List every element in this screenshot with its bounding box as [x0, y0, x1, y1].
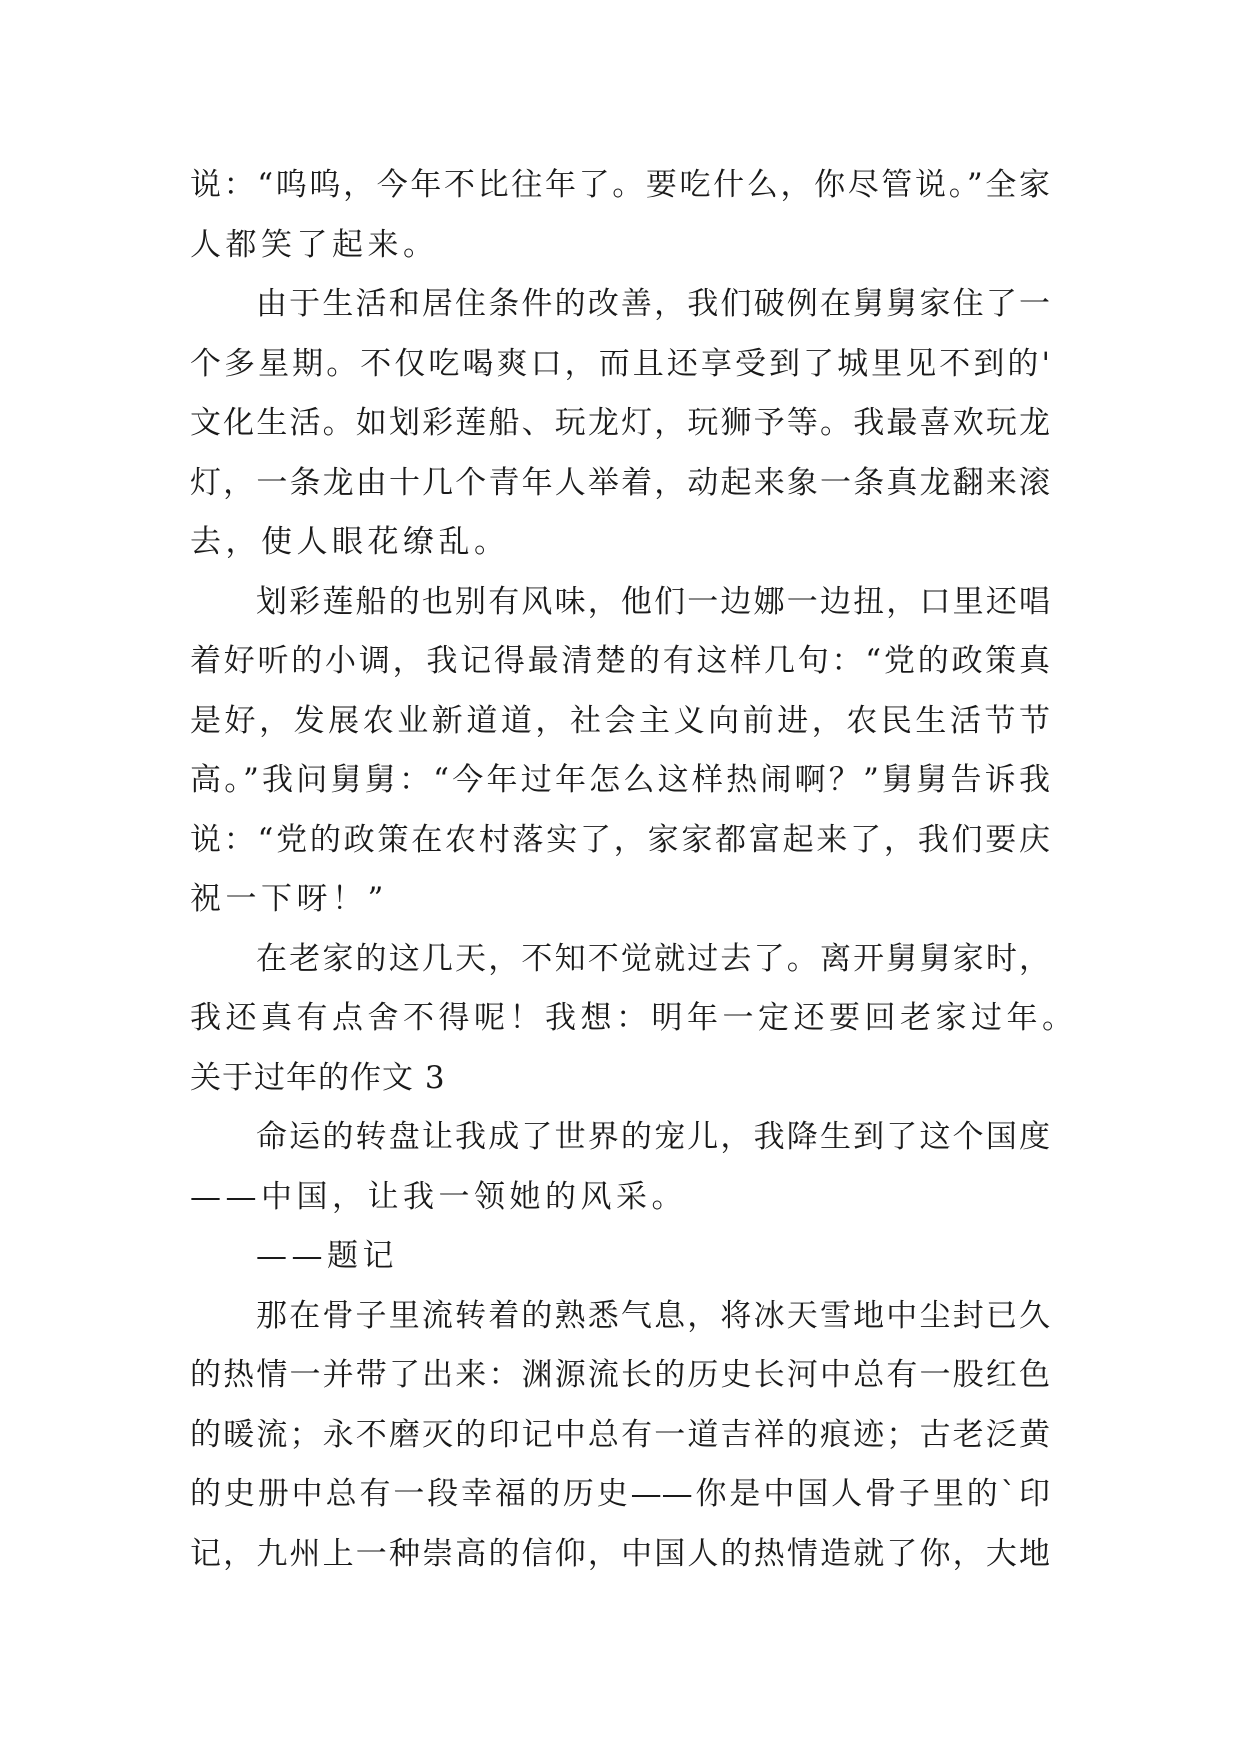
paragraph-start-line: 划彩莲船的也别有风味，他们一边娜一边扭，口里还唱 [256, 583, 1050, 620]
paragraph-start-line: 命运的转盘让我成了世界的宠儿，我降生到了这个国度 [256, 1119, 1050, 1155]
paragraph-start-line: 那在骨子里流转着的熟悉气息，将冰天雪地中尘封已久 [256, 1297, 1050, 1334]
text-line: 灯，一条龙由十几个青年人举着，动起来象一条真龙翻来滚 [190, 464, 1050, 501]
text-line: 是好，发展农业新道道，社会主义向前进，农民生活节节 [190, 702, 1050, 739]
text-line: 祝一下呀！” [190, 881, 388, 917]
document-body [190, 156, 1078, 1584]
text-line: 个多星期。不仅吃喝爽口，而且还享受到了城里见不到的' [190, 345, 1050, 382]
text-line: 记，九州上一种崇高的信仰，中国人的热情造就了你，大地 [190, 1535, 1050, 1572]
text-line: 说：“呜呜，今年不比往年了。要吃什么，你尽管说。”全家 [190, 167, 1050, 203]
paragraph-start-line: 在老家的这几天，不知不觉就过去了。离开舅舅家时， [256, 940, 1050, 977]
section-heading: 关于过年的作文 3 [190, 1059, 446, 1096]
paragraph-start-line: 由于生活和居住条件的改善，我们破例在舅舅家住了一 [256, 286, 1050, 322]
text-line: 我还真有点舍不得呢！我想：明年一定还要回老家过年。 [190, 1000, 1078, 1036]
text-line: ——中国，让我一领她的风采。 [190, 1178, 687, 1215]
text-line: 的史册中总有一段幸福的历史——你是中国人骨子里的`印 [190, 1476, 1050, 1512]
text-line: 去，使人眼花缭乱。 [190, 524, 510, 560]
text-line: 着好听的小调，我记得最清楚的有这样几句：“党的政策真 [190, 643, 1050, 679]
epigraph-attribution: ——题记 [256, 1238, 398, 1274]
text-line: 说：“党的政策在农村落实了，家家都富起来了，我们要庆 [190, 821, 1050, 858]
text-line: 的暖流；永不磨灭的印记中总有一道吉祥的痕迹；古老泛黄 [190, 1416, 1050, 1453]
text-line: 文化生活。如划彩莲船、玩龙灯，玩狮予等。我最喜欢玩龙 [190, 405, 1050, 441]
text-line: 高。”我问舅舅：“今年过年怎么这样热闹啊？”舅舅告诉我 [190, 762, 1050, 798]
text-line: 人都笑了起来。 [190, 226, 439, 263]
text-line: 的热情一并带了出来：渊源流长的历史长河中总有一股红色 [190, 1357, 1050, 1393]
